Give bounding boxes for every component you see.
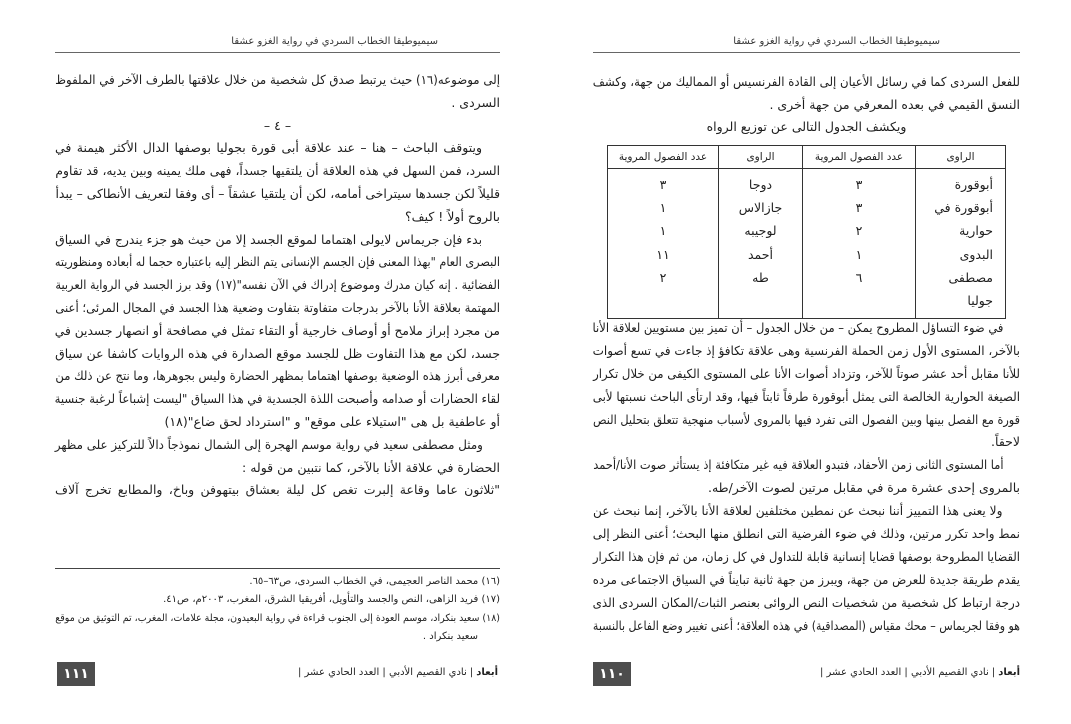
page-number: ١١١ xyxy=(57,662,95,686)
body-line: لاحقاً. xyxy=(991,434,1020,450)
table-cell xyxy=(719,289,803,319)
body-line: البصرى العام "بهذا المعنى فإن الجسم الإنسانى يتم النظر إليه باعتباره حجما له أبعاده ومنظوريته xyxy=(54,254,501,270)
table-cell: البدوى xyxy=(916,243,1006,266)
table-cell: ١ xyxy=(608,196,719,219)
body-line: الصيغة الحوارية الخالصة التى يمثل أبوقورة طرفاً ثابتاً فيها، وقد ارتأى الباحث نسبتها لأبى xyxy=(592,388,1020,404)
table-header-cell: الراوى xyxy=(916,146,1006,169)
table-cell: مصطفى xyxy=(916,266,1006,289)
body-line: قورة مع الفصل بينها وبين الفصول التى تفرد فيها بالمروى لأسباب منهجية تتعلق بتحليل النص xyxy=(592,411,1020,427)
table-cell: ٣ xyxy=(608,169,719,197)
body-line: في ضوء التساؤل المطروح يمكن – من خلال الجدول – أن تميز بين مستويين لعلاقة الأنا xyxy=(592,320,1004,335)
footnote-rule xyxy=(55,568,500,569)
footnote-continuation: سعيد بنكراد . xyxy=(422,630,478,642)
table-cell xyxy=(608,289,719,319)
right-page xyxy=(593,0,1020,724)
body-line: هو وفقا لجريماس – محك مقياس (المصداقية) في هذه العلاقة؛ أعنى تغيير وضع الفاعل بالنسبة xyxy=(592,617,1020,633)
narrators-table xyxy=(607,145,1006,319)
body-line: القضايا المطروحة بوصفها قضايا إنسانية قابلة للتداول في كل زمان، من ثم فإن هذا التكرار xyxy=(592,548,1020,564)
table-row xyxy=(608,266,1006,289)
body-line: المهتمة بعلاقة الأنا بالآخر بدرجات متفاوتة بتفاوت وضعية هذا الجسد في المجال المرئى؛ أعنى xyxy=(55,299,500,315)
page-number: ١١٠ xyxy=(593,662,631,686)
journal-footer xyxy=(820,666,1020,680)
table-cell: ٢ xyxy=(803,219,916,242)
body-line: بالروح أولاً ! كيف؟ xyxy=(405,208,500,224)
table-header-row xyxy=(608,146,1006,169)
table-cell: ٦ xyxy=(803,266,916,289)
journal-name: أبعاد xyxy=(476,667,498,678)
body-line: السردى . xyxy=(451,94,500,110)
body-text xyxy=(55,69,500,502)
table-cell: ٣ xyxy=(803,169,916,197)
table-row xyxy=(608,243,1006,266)
body-line: يقدم طريقة جديدة للعرض من جهة، ويبرز من جهة ثانية تبايناً في السياق الاجتماعى مرده xyxy=(592,571,1020,587)
body-line: للفعل السردى كما في رسائل الأعيان إلى القادة الفرنسيس أو المماليك من جهة، وكشف xyxy=(592,74,1020,89)
table-cell: جوليا xyxy=(916,289,1006,319)
body-line: النسق القيمي في بعده المعرفي من جهة أخرى . xyxy=(769,96,1020,112)
table-cell: ١١ xyxy=(608,243,719,266)
body-line: ومثل مصطفى سعيد في رواية موسم الهجرة إلى الشمال نموذجاً دالاً للتركيز على مظهر xyxy=(54,436,483,452)
body-line: بالمروى إحدى عشرة مرة في مقابل مرتين لصوت الآخر/طه. xyxy=(707,480,1020,496)
table-cell: أبوقورة في xyxy=(916,196,1006,219)
table-cell: ١ xyxy=(608,219,719,242)
body-line: ولا يعنى هذا التمييز أننا نبحث عن نمطين مختلفين لعلاقة الأنا بالآخر، إنما نبحث عن xyxy=(593,503,1003,519)
table-cell: ٣ xyxy=(803,196,916,219)
quotation-line: "ثلاثون عاما وقاعة إلبرت تغص كل ليلة بعشاق بيتهوفن وباخ، والمطابع تخرج آلاف xyxy=(55,482,500,498)
journal-footer xyxy=(298,666,498,680)
body-line: لقاء الحضارات أو صدامه وأصبحت اللذة الجسدية في هذا السياق "ليست إشباعاً لرغبة جنسية xyxy=(54,391,501,407)
body-line: أما المستوى الثانى زمن الأحفاد، فتبدو العلاقة فيه غير متكافئة إذ يستأثر صوت الأنا/أحمد xyxy=(593,457,1004,473)
table-cell: ٢ xyxy=(608,266,719,289)
table-cell: أبوقورة xyxy=(916,169,1006,197)
table-row xyxy=(608,289,1006,319)
table-caption: ويكشف الجدول التالى عن توزيع الرواه xyxy=(706,119,907,134)
body-line: الفضائية . إنه كيان مدرك وموضوع إدراك في الآن نفسه"(١٧) وقد برز الجسد في الرواية العربية xyxy=(55,277,500,293)
table-cell: لوجيبه xyxy=(719,219,803,242)
table-header-cell: عدد الفصول المروية xyxy=(803,146,916,169)
body-line: أو عاطفية بل هى "استيلاء على موقع" و "استرداد لحق ضاع"(١٨) xyxy=(164,413,500,429)
running-header: سيميوطيقا الخطاب السردي في رواية الغزو عشقا xyxy=(231,36,438,47)
table-row xyxy=(608,196,1006,219)
body-line: للأنا مقابل أحد عشر صوتاً للآخر، وتزداد أصوات الأنا على المستوى الكيفى من خلال تكرار xyxy=(593,365,1020,381)
body-text xyxy=(593,317,1020,637)
journal-issue: | نادي القصيم الأدبي | العدد الحادي عشر | xyxy=(819,667,996,678)
table-cell xyxy=(803,289,916,319)
table-header-cell: الراوى xyxy=(719,146,803,169)
left-page xyxy=(55,0,500,724)
footnote: (١٦) محمد الناصر العجيمى، في الخطاب السردى، ص٦٣–٦٥. xyxy=(249,576,500,587)
table-cell: دوجا xyxy=(719,169,803,197)
body-line: بالآخر، المستوى الأول زمن الحملة الفرنسية وهى علاقة تكافؤ إذ جاءت في تسع أصوات xyxy=(592,342,1020,358)
body-line: الحضارة في علاقة الأنا بالآخر، كما نتبين من قوله : xyxy=(242,459,500,475)
table-row xyxy=(608,219,1006,242)
footnote: (١٨) سعيد بنكراد، موسم العودة إلى الجنوب قراءة في رواية البعيدون، مجلة علامات، المغرب، تم التوثيق من موقع xyxy=(55,612,500,624)
table-cell: طه xyxy=(719,266,803,289)
section-number: – ٤ – xyxy=(263,117,292,133)
header-rule xyxy=(55,52,500,53)
body-line: درجة ارتباط كل شخصية من شخصيات النص الروائى بعنصر الثبات/المكان السردى الذى xyxy=(592,594,1020,610)
table-cell: ١ xyxy=(803,243,916,266)
journal-name: أبعاد xyxy=(998,667,1020,678)
running-header: سيميوطيقا الخطاب السردي في رواية الغزو عشقا xyxy=(733,36,940,47)
footnote: (١٧) فريد الزاهى، النص والجسد والتأويل، أفريقيا الشرق، المغرب، ٢٠٠٣م، ص٤١. xyxy=(163,594,500,606)
body-line: معرفى أبرز هذه الوضعية بوصفها اهتماما بمظهر الحضارة وليس بجوهرها، وما نتج عن ذلك من xyxy=(55,368,500,384)
table-row xyxy=(608,169,1006,197)
body-line: ويتوقف الباحث – هنا – عند علاقة أبى قورة بجوليا بوصفها الدال الأكثر هيمنة في xyxy=(55,140,482,156)
footnotes xyxy=(55,573,500,646)
header-rule xyxy=(593,52,1020,53)
body-line: السرد، فمن السهل في هذه العلاقة أن يلتقيها جسداً، فهى ملك يمينه وبين يديه، قد تقاوم xyxy=(55,163,501,179)
table-cell: أحمد xyxy=(719,243,803,266)
table-cell: جازالاس xyxy=(719,196,803,219)
body-line: بدء فإن جريماس لايولى اهتماما لموقع الجسد إلا من حيث هو جزء يندرج في السياق xyxy=(55,231,483,247)
table-cell: حوارية xyxy=(916,219,1006,242)
journal-issue: | نادي القصيم الأدبي | العدد الحادي عشر | xyxy=(297,667,474,678)
body-line: من مجرد إبراز ملامح أو أوصاف خارجية أو التقاء تمثل في مصافحة أو انصهار جسدين في xyxy=(54,322,501,338)
body-text xyxy=(593,71,1020,139)
body-line: قليلاً لكن جسدها سيتراخى أمامه، لكن أن يلتقيا عشقاً – أى وفقا لتعريف الأنطاكى – يبدأ xyxy=(55,185,500,201)
body-line: نمط واحد تكرر مرتين، وذلك في ضوء الفرضية التى انطلق منها البحث؛ أعنى النظر إلى xyxy=(592,526,1020,542)
body-line: إلى موضوعه(١٦) حيث يرتبط صدق كل شخصية من خلال علاقتها بالطرف الآخر في الملفوظ xyxy=(55,72,500,87)
table-header-cell: عدد الفصول المروية xyxy=(608,146,719,169)
body-line: جسد، لكن مع هذا التفاوت ظل للجسد موقع الصدارة في هذه الروايات كاشفا عن سياق xyxy=(55,345,501,361)
